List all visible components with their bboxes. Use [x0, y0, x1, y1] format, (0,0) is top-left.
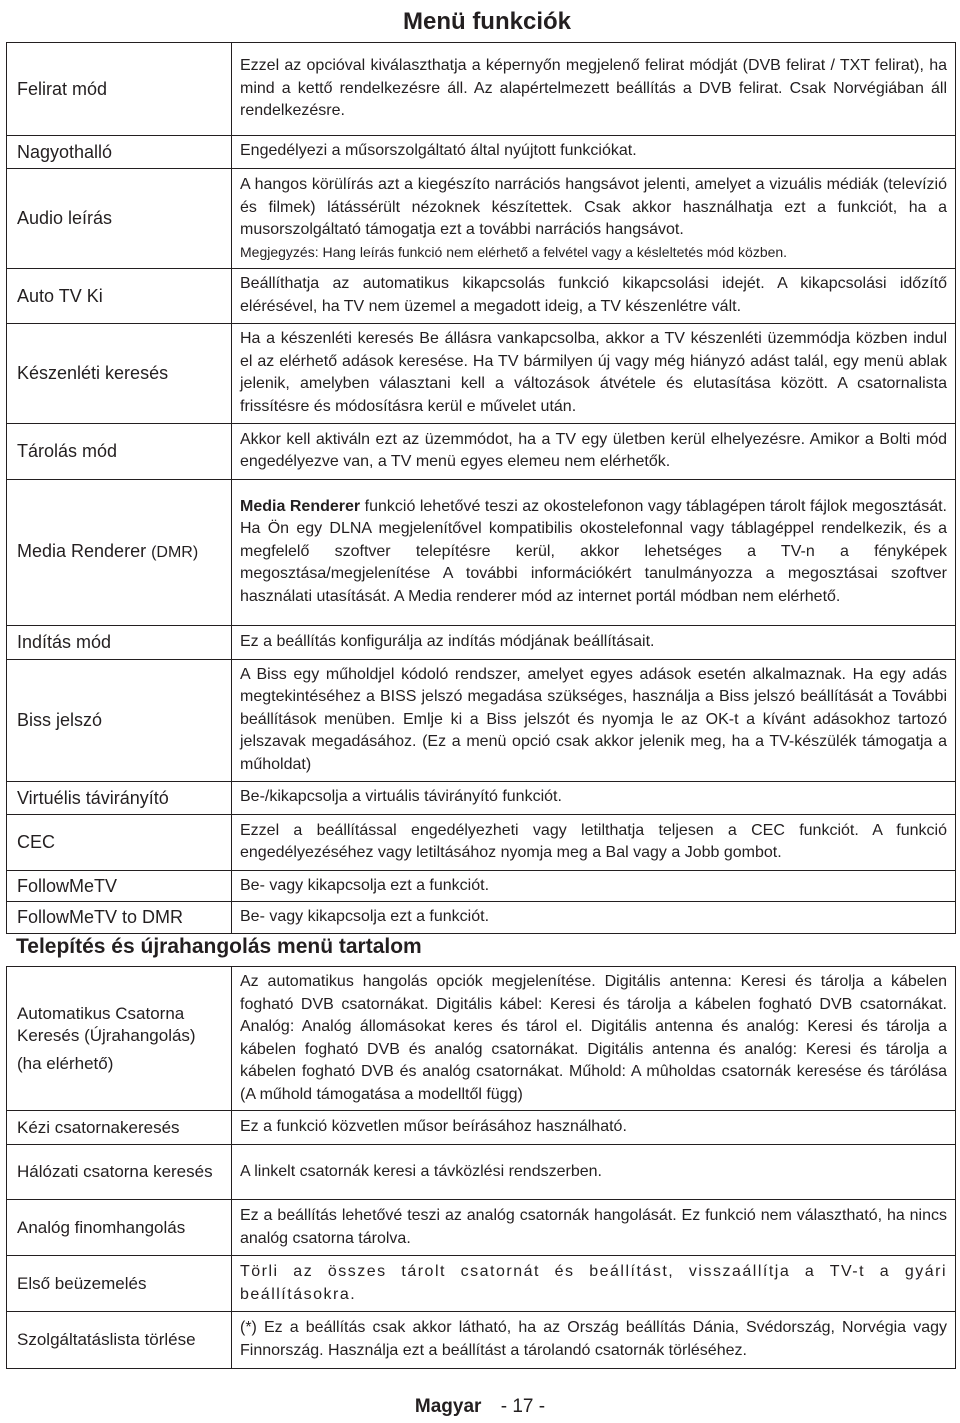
table-row: [7, 625, 955, 659]
footer-page-number: - 17 -: [500, 1396, 546, 1417]
table-row: [7, 870, 955, 902]
table-row: [7, 268, 955, 323]
row-description: Engedélyezi a műsorszolgáltató által nyújtott funkciókat.: [232, 135, 956, 168]
table-row: [7, 43, 955, 135]
row-label: [7, 967, 232, 1111]
table-row: [7, 1256, 955, 1312]
section-title: Telepítés és újrahangolás menü tartalom: [16, 935, 422, 958]
row-note: Megjegyzés: Hang leírás funkció nem elérhető a felvétel vagy a késleltetés mód közben.: [240, 243, 788, 260]
row-description: A linkelt csatornák keresi a távközlési rendszerben.: [232, 1145, 956, 1200]
row-description: Törli az összes tárolt csatornát és beállítást, visszaállítja a TV-t a gyári beállításokra.: [232, 1256, 956, 1312]
page-footer: [0, 1396, 960, 1418]
footer-language: Magyar: [414, 1396, 482, 1417]
row-label: Audio leírás: [7, 168, 232, 268]
row-label: Tárolás mód: [7, 423, 232, 479]
row-description: [232, 168, 956, 268]
menu-functions-table: [6, 42, 956, 934]
table-row: [7, 781, 955, 814]
page-title: Menü funkciók: [402, 8, 571, 35]
row-label: FollowMeTV: [7, 870, 232, 902]
install-table: [6, 966, 956, 1369]
row-label-text: Automatikus Csatorna Keresés (Újrahangolás): [17, 1003, 196, 1045]
row-label-suffix: (DMR): [151, 544, 199, 561]
row-label: [7, 479, 232, 625]
row-label: Kézi csatornakeresés: [7, 1111, 232, 1145]
row-description: Be- vagy kikapcsolja ezt a funkciót.: [232, 902, 956, 933]
row-label: Virtuélis távirányító: [7, 781, 232, 814]
row-label: Indítás mód: [7, 625, 232, 659]
row-description-text: funkció lehetővé teszi az okostelefonon vagy táblagépen tárolt fájlok megosztását. Ha Ön egy DLNA megjelenítővel kompatibilis okostelefonnal vagy táblagéppel rendelkezik, és a megfelelő szoftver telepítésre kerül, akkor lehetséges a TV-n a fényképek megosztása/megjelenítése A további információkért tanulmányozza a megosztásai szoftver használati utasítását. A Media renderer mód az internet portál módban nem elérhető.: [240, 497, 947, 605]
row-description: Ez a beállítás lehetővé teszi az analóg csatornák hangolását. Ez funkció nem választható, ha nincs analóg csatorna tárolva.: [232, 1200, 956, 1256]
row-description: Az automatikus hangolás opciók megjelenítése. Digitális antenna: Keresi és tárolja a kábelen fogható DVB csatornákat. Digitális kábel: Keresi és tárolja a kábelen fogható DVB csatornákat. Analóg: Analóg állomásokat keres és tárol el. Digitális antenna és analóg: Keresi és tárolja a kábelen fogható DVB és analóg csatornákat. Digitális antenna és analóg: Keresi és tárolja a kábelen fogható DVB és analóg csatornákat. Műhold: A mûholdas csatornák keresése és tárólása (A műhold támogatása a modelltől függ): [232, 967, 956, 1111]
row-description: Ha a készenléti keresés Be állásra vankapcsolba, akkor a TV készenléti üzemmódja közben indul el az elérhető adások keresése. Ha TV bármilyen új vagy még hiányzó adást talál, egy menü ablak jelenik, amelyben választani kell a változások átvétele és elutasítása között. A csatornalista frissítésre és módosításra kerül e művelet után.: [232, 323, 956, 423]
row-label: Szolgáltatáslista törlése: [7, 1312, 232, 1368]
table-row: [7, 323, 955, 423]
row-description: Be- vagy kikapcsolja ezt a funkciót.: [232, 870, 956, 902]
row-description: (*) Ez a beállítás csak akkor látható, ha az Ország beállítás Dánia, Svédország, Norvégia vagy Finnország. Használja ezt a beállítást a tárolandó csatornák törléséhez.: [232, 1312, 956, 1368]
row-description: Ezzel a beállítással engedélyezheti vagy letilthatja teljesen a CEC funkciót. A funkció engedélyezéséhez vagy letiltásához nyomja meg a Bal vagy a Jobb gombot.: [232, 814, 956, 870]
table-row: [7, 479, 955, 625]
table-row: [7, 423, 955, 479]
row-description: Ezzel az opcióval kiválaszthatja a képernyőn megjelenő felirat módját (DVB felirat / TXT felirat), ha mind a kettő rendelkezésre áll. Az alapértelmezett beállítás a DVB felirat. Csak Norvégiában áll rendelkezésre.: [232, 43, 956, 135]
row-label: Analóg finomhangolás: [7, 1200, 232, 1256]
row-description: [232, 479, 956, 625]
row-description: Beállíthatja az automatikus kikapcsolás funkció kikapcsolási idejét. A kikapcsolási időzítő elérésével, ha TV nem üzemel a megadott ideig, a TV készenlétre vált.: [232, 268, 956, 323]
row-description: Be-/kikapcsolja a virtuális távirányító funkciót.: [232, 781, 956, 814]
row-label-note: (ha elérhető): [17, 1053, 114, 1073]
row-description-bold: Media Renderer: [240, 497, 361, 515]
table-row: [7, 902, 955, 933]
table-row: [7, 1145, 955, 1200]
row-label: Auto TV Ki: [7, 268, 232, 323]
row-label-text: Media Renderer: [17, 541, 147, 561]
row-label: FollowMeTV to DMR: [7, 902, 232, 933]
row-description: Akkor kell aktiváln ezt az üzemmódot, ha a TV egy ületben kerül elhelyezésre. Amikor a Bolti mód engedélyezve van, a TV menü egyes elemeu nem elérhetők.: [232, 423, 956, 479]
table-row: [7, 168, 955, 268]
row-description: Ez a funkció közvetlen műsor beírásához használható.: [232, 1111, 956, 1145]
table-row: [7, 1312, 955, 1368]
table-row: [7, 1111, 955, 1145]
row-label: CEC: [7, 814, 232, 870]
table-row: [7, 659, 955, 781]
row-description: A Biss egy műholdjel kódoló rendszer, amelyet egyes adások esetén alkalmaznak. Ha egy adás megtekintéséhez a BISS jelszó megadása szükséges, használja a Biss jelszó beállítását a További beállítások menüben. Emlje ki a Biss jelszót és nyomja le az OK-t a kívánt adásokhoz tartozó jelszavak megadásához. (Ez a menü opció csak akkor jelenik meg, ha a TV-készülék támogatja a műholdat): [232, 659, 956, 781]
row-label: Készenléti keresés: [7, 323, 232, 423]
row-label: Felirat mód: [17, 78, 108, 99]
row-label: Első beüzemelés: [7, 1256, 232, 1312]
row-label: Biss jelszó: [7, 659, 232, 781]
row-label: Nagyothalló: [7, 135, 232, 168]
row-description: Ez a beállítás konfigurálja az indítás módjának beállításait.: [232, 625, 956, 659]
table-row: [7, 1200, 955, 1256]
table-row: [7, 135, 955, 168]
table-row: [7, 967, 955, 1111]
row-label: Hálózati csatorna keresés: [7, 1145, 232, 1200]
table-row: [7, 814, 955, 870]
row-description-text: A hangos körülírás azt a kiegészíto narrációs hangsávot jelenti, amelyet a vizuális médiák (televízió és filmek) látássérült nézoknek készítettek. Csak akkor használhatja ezt a funkciót, ha a musorszolgáltató támogatja ezt a további narrációs hangsávot.: [240, 176, 947, 239]
